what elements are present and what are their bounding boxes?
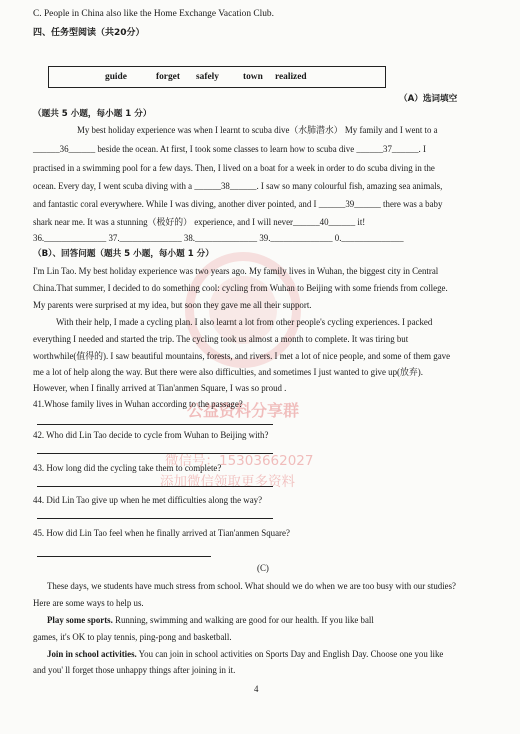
page-number: 4: [254, 684, 259, 694]
part-b-title: （B）、回答问题（题共 5 小题，每小题 1 分）: [33, 249, 214, 259]
passage-a-line: shark near me. It was a stunning（极好的） experience, and I will never______40______ it!: [33, 217, 366, 227]
passage-c-line: games, it's OK to play tennis, ping-pong and basketball.: [33, 632, 232, 642]
passage-c-line: [47, 648, 443, 660]
question-44: 44. Did Lin Tao give up when he met difficulties along the way?: [33, 495, 263, 505]
watermark-text-1: 公益资料分享群: [187, 401, 300, 420]
answer-line-45: [37, 556, 211, 557]
passage-b-line: China.That summer, I decided to do something cool: cycling from Wuhan to Beijing with some friends from college.: [33, 283, 448, 293]
word-bank-item: forget: [156, 72, 180, 82]
passage-c-line: and you' ll forget those unhappy things after joining in it.: [33, 665, 236, 675]
word-bank-item: town: [243, 72, 263, 82]
part-c-title: (C): [257, 563, 269, 573]
question-42: 42. Who did Lin Tao decide to cycle from Wuhan to Beijing with?: [33, 430, 269, 440]
passage-a-line: ocean. Every day, I went scuba diving with a ______38______. I saw so many colourful fish, amazing sea animals,: [33, 181, 443, 191]
part-a-scoring: （题共 5 小题，每小题 1 分）: [33, 109, 152, 119]
passage-b-line: With their help, I made a cycling plan. I also learnt a lot from other people's cycling experiences. I packed: [56, 317, 433, 327]
answer-line-41: [37, 424, 273, 425]
question-45: 45. How did Lin Tao feel when he finally arrived at Tian'anmen Square?: [33, 528, 290, 538]
passage-b-line: me a lot of help along the way. But there were also difficulties, and sometimes I just wanted to give up(放弃).: [33, 367, 423, 377]
passage-b-line: I'm Lin Tao. My best holiday experience was two years ago. My family lives in Wuhan, the biggest city in Central: [33, 266, 439, 276]
passage-a-line: and fantastic coral everywhere. While I was diving, another diver pointed, and I ______39______ there was a baby: [33, 199, 443, 209]
passage-b-line: worthwhile(值得的). I saw beautiful mountains, forests, and rivers. I met a lot of nice people, and some of them gave: [33, 351, 451, 361]
passage-c-line: These days, we students have much stress from school. What should we do when we are too busy with our studies?: [47, 581, 456, 591]
answer-line-42: [37, 453, 273, 454]
passage-b-line: However, when I finally arrived at Tian'anmen Square, I was so proud .: [33, 383, 287, 393]
tip-heading-activities: Join in school activities.: [47, 649, 137, 659]
tip-text-sports: Running, swimming and walking are good for our health. If you like ball: [112, 615, 374, 625]
word-bank-item: realized: [275, 72, 307, 82]
watermark-text-3: 添加微信领取更多资料: [160, 474, 295, 490]
passage-a-line: practised in a swimming pool for a few days. Then, I lived on a boat for a week in order to do scuba diving in the: [33, 163, 435, 173]
word-bank-item: safely: [196, 72, 219, 82]
answer-blanks-row: 36.______________ 37.______________ 38.______________ 39.______________ 0.______________: [33, 233, 404, 243]
section-heading: 四、任务型阅读（共20分）: [33, 28, 145, 38]
question-41: 41.Whose family lives in Wuhan according to the passage?: [33, 399, 243, 409]
passage-a-line: ______36______ beside the ocean. At first, I took some classes to learn how to scuba dive ______37______. I: [33, 144, 426, 154]
passage-c-line: [47, 614, 374, 626]
part-a-title: （A）选词填空: [399, 94, 458, 104]
tip-text-activities: You can join in school activities on Sports Day and English Day. Choose one you like: [136, 649, 444, 659]
tip-heading-sports: Play some sports.: [47, 615, 113, 625]
word-bank-item: guide: [105, 72, 127, 82]
passage-c-line: Here are some ways to help us.: [33, 598, 144, 608]
word-bank-box: [48, 66, 386, 88]
passage-b-line: My parents were surprised at my idea, but soon they gave me all their support.: [33, 300, 312, 310]
passage-a-line: My best holiday experience was when I learnt to scuba dive（水肺潜水） My family and I went to a: [77, 125, 438, 135]
answer-line-44: [37, 518, 273, 519]
passage-b-line: everything I needed and started the trip. The cycling took us almost a month to complete. It was tiring but: [33, 334, 409, 344]
option-c: C. People in China also like the Home Exchange Vacation Club.: [33, 9, 274, 19]
answer-line-43: [37, 486, 273, 487]
watermark-text-2: 微信号：15303662027: [165, 453, 314, 469]
question-43: 43. How long did the cycling take them to complete?: [33, 463, 222, 473]
